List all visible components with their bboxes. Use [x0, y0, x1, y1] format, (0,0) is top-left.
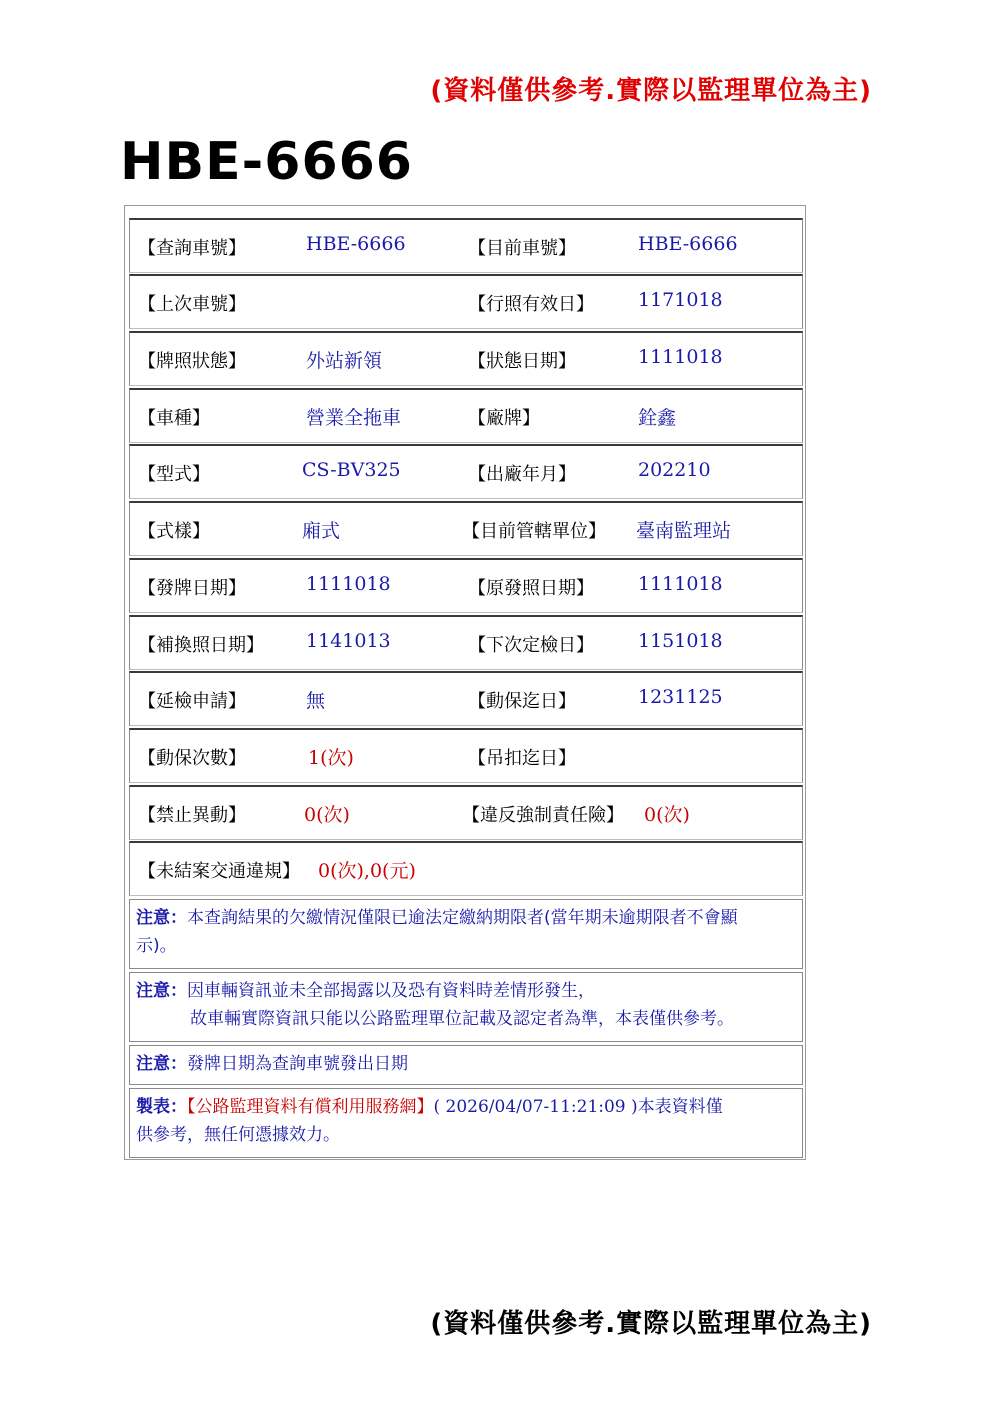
field-value: 1111018	[306, 573, 391, 595]
note-line	[136, 1050, 796, 1078]
field-value: 1111018	[638, 573, 723, 595]
field-value: 無	[306, 690, 326, 712]
note-tag: 注意：	[136, 908, 187, 928]
field-value: 外站新領	[306, 350, 383, 372]
field-value: 銓鑫	[638, 407, 677, 429]
field-label: 【違反強制責任險】	[462, 805, 624, 826]
field-value: 1(次)	[308, 747, 354, 769]
field-label: 【上次車號】	[138, 294, 246, 315]
note-tag: 注意：	[136, 981, 187, 1001]
disclaimer-bottom: (資料僅供參考.實際以監理單位為主)	[430, 1309, 872, 1339]
field-label: 【式樣】	[138, 521, 210, 542]
disclaimer-top: (資料僅供參考.實際以監理單位為主)	[430, 76, 872, 106]
field-label: 【牌照狀態】	[138, 351, 246, 372]
note-text: 發牌日期為查詢車號發出日期	[187, 1054, 408, 1074]
info-row	[129, 388, 803, 443]
field-value: 1231125	[638, 686, 723, 708]
field-value: 1111018	[638, 346, 723, 368]
violations-row	[129, 841, 803, 896]
note-line	[136, 977, 796, 1005]
note-line: 供參考，無任何憑據效力。	[136, 1125, 340, 1145]
field-value: HBE-6666	[638, 233, 738, 255]
field-value: 營業全拖車	[306, 407, 402, 429]
field-value: 0(次)	[304, 804, 350, 826]
info-row	[129, 331, 803, 386]
field-value: 1141013	[306, 630, 391, 652]
note-line: 故車輛實際資訊只能以公路監理單位記載及認定者為準，本表僅供參考。	[190, 1009, 734, 1029]
violations-label: 【未結案交通違規】	[138, 861, 300, 882]
info-row	[129, 558, 803, 613]
note-text: 因車輛資訊並未全部揭露以及恐有資料時差情形發生，	[187, 981, 595, 1001]
field-value: 臺南監理站	[636, 520, 732, 542]
field-label: 【車種】	[138, 408, 210, 429]
field-value: 1171018	[638, 289, 723, 311]
note-line: 示)。	[136, 936, 177, 956]
field-label: 【下次定檢日】	[468, 635, 594, 656]
field-label: 【目前車號】	[468, 238, 576, 259]
field-label: 【廠牌】	[468, 408, 540, 429]
note-tag: 注意：	[136, 1054, 187, 1074]
field-label: 【吊扣迄日】	[468, 748, 576, 769]
field-value: 1151018	[638, 630, 723, 652]
note-tag: 製表：	[136, 1097, 187, 1117]
note-produced-by	[129, 1088, 803, 1158]
field-value: CS-BV325	[302, 459, 401, 481]
field-label: 【原發照日期】	[468, 578, 594, 599]
note-data-lag	[129, 972, 803, 1042]
field-value: HBE-6666	[306, 233, 406, 255]
info-row	[129, 728, 803, 783]
field-label: 【動保次數】	[138, 748, 246, 769]
info-row	[129, 615, 803, 670]
field-value: 0(次)	[644, 804, 690, 826]
info-row	[129, 218, 803, 273]
field-label: 【禁止異動】	[138, 805, 246, 826]
note-line	[136, 904, 796, 932]
vehicle-info-panel	[124, 205, 806, 1160]
source-name: 【公路監理資料有償利用服務網】	[187, 1097, 434, 1117]
field-label: 【查詢車號】	[138, 238, 246, 259]
field-label: 【狀態日期】	[468, 351, 576, 372]
field-label: 【動保迄日】	[468, 691, 576, 712]
info-row	[129, 501, 803, 556]
field-label: 【出廠年月】	[468, 464, 576, 485]
note-arrears	[129, 899, 803, 969]
note-text: 本表資料僅	[637, 1097, 723, 1117]
note-line	[136, 1093, 796, 1121]
field-label: 【目前管轄單位】	[462, 521, 606, 542]
info-row	[129, 785, 803, 840]
field-label: 【延檢申請】	[138, 691, 246, 712]
field-value: 202210	[638, 459, 711, 481]
field-label: 【發牌日期】	[138, 578, 246, 599]
note-text: 本查詢結果的欠繳情況僅限已逾法定繳納期限者(當年期未逾期限者不會顯	[187, 908, 738, 928]
field-value: 廂式	[302, 520, 341, 542]
note-plate-date	[129, 1045, 803, 1085]
plate-number-title: HBE-6666	[120, 132, 413, 192]
field-label: 【補換照日期】	[138, 635, 264, 656]
info-row	[129, 444, 803, 499]
field-label: 【行照有效日】	[468, 294, 594, 315]
field-label: 【型式】	[138, 464, 210, 485]
info-row	[129, 274, 803, 329]
violations-value: 0(次),0(元)	[318, 860, 416, 882]
info-row	[129, 671, 803, 726]
timestamp: ( 2026/04/07-11:21:09 )	[433, 1097, 638, 1117]
